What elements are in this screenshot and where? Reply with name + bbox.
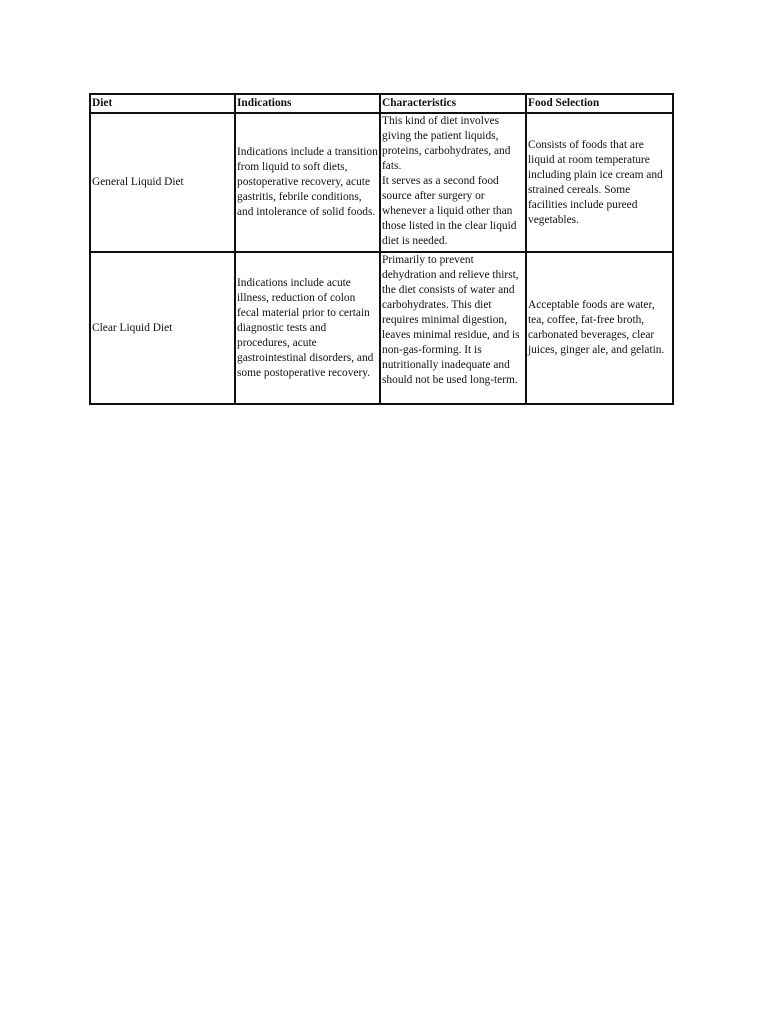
header-indications: Indications <box>235 94 380 113</box>
characteristics-text: This kind of diet involves giving the patient liquids, proteins, carbohydrates, and fats. It serves as a second food source after surgery or whenever a liquid other than those listed in the clear liquid diet is needed. <box>382 115 517 247</box>
food-selection-text: Consists of foods that are liquid at room temperature including plain ice cream and strained cereals. Some facilities include pureed vegetables. <box>528 138 663 226</box>
cell-indications <box>235 113 380 252</box>
cell-characteristics <box>380 252 526 404</box>
table-row <box>90 252 673 404</box>
cell-characteristics <box>380 113 526 252</box>
food-selection-text: Acceptable foods are water, tea, coffee, fat-free broth, carbonated beverages, clear juices, ginger ale, and gelatin. <box>528 299 665 356</box>
cell-diet <box>90 113 235 252</box>
indications-text: Indications include a transition from liquid to soft diets, postoperative recovery, acute gastritis, febrile conditions, and intolerance of solid foods. <box>237 146 378 218</box>
cell-food-selection <box>526 113 673 252</box>
cell-food-selection <box>526 252 673 404</box>
header-diet: Diet <box>90 94 235 113</box>
cell-indications <box>235 252 380 404</box>
table-row <box>90 113 673 252</box>
header-characteristics: Characteristics <box>380 94 526 113</box>
indications-text: Indications include acute illness, reduction of colon fecal material prior to certain diagnostic tests and procedures, acute gastrointestinal disorders, and some postoperative recovery. <box>237 276 374 379</box>
cell-diet <box>90 252 235 404</box>
diet-name: Clear Liquid Diet <box>92 321 173 334</box>
diet-name: General Liquid Diet <box>92 176 184 188</box>
characteristics-text: Primarily to prevent dehydration and relieve thirst, the diet consists of water and carbohydrates. This diet requires minimal digestion, leaves minimal residue, and is non-gas-forming. It is nutritionally inadequate and should not be used long-term. <box>382 254 520 386</box>
header-food-selection: Food Selection <box>526 94 673 113</box>
diet-table <box>89 93 674 405</box>
table-header-row <box>90 94 673 113</box>
